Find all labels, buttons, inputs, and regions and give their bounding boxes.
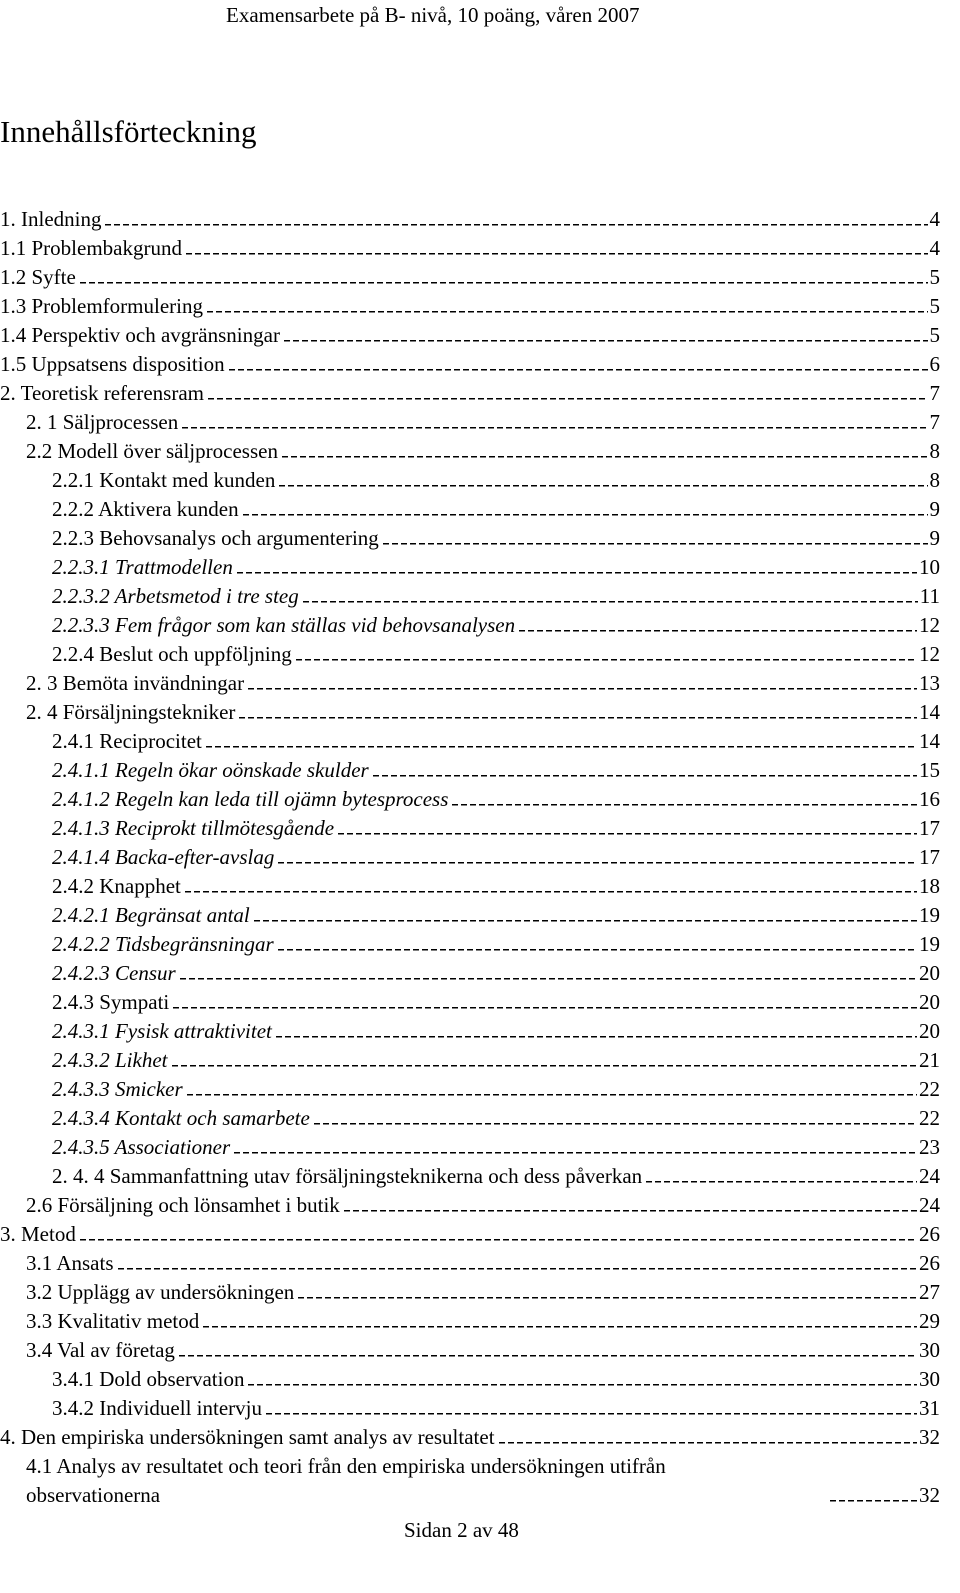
toc-entry-page-number: 27 <box>919 1280 940 1304</box>
toc-entry[interactable] <box>0 1367 940 1396</box>
toc-entry-page-number: 11 <box>919 584 940 608</box>
toc-entry-label: 2. Teoretisk referensram <box>0 381 204 405</box>
toc-entry-label: 2.2.4 Beslut och uppföljning <box>52 642 292 666</box>
toc-entry-label: 2.2 Modell över säljprocessen <box>26 439 278 463</box>
toc-entry-label: 1.4 Perspektiv och avgränsningar <box>0 323 280 347</box>
toc-entry[interactable] <box>0 323 940 352</box>
toc-entry[interactable] <box>0 990 940 1019</box>
toc-entry[interactable] <box>0 787 940 816</box>
toc-entry-label: 2.2.1 Kontakt med kunden <box>52 468 276 492</box>
toc-entry-label: 3.4.1 Dold observation <box>52 1367 245 1391</box>
toc-dot-leader <box>284 328 928 348</box>
toc-entry-page-number: 26 <box>919 1251 940 1275</box>
toc-dot-leader <box>206 734 917 754</box>
toc-entry-page-number: 20 <box>919 990 940 1014</box>
toc-entry[interactable] <box>0 555 940 584</box>
toc-dot-leader <box>830 1488 917 1508</box>
toc-entry-label: 2.4.1.4 Backa-efter-avslag <box>52 845 275 869</box>
toc-entry-page-number: 30 <box>919 1338 940 1362</box>
toc-entry-page-number: 17 <box>919 845 940 869</box>
toc-entry[interactable] <box>0 758 940 787</box>
toc-dot-leader <box>296 647 917 667</box>
toc-entry-page-number: 18 <box>919 874 940 898</box>
toc-entry-label: 3.4 Val av företag <box>26 1338 175 1362</box>
toc-dot-leader <box>208 386 928 406</box>
toc-dot-leader <box>80 1227 917 1247</box>
toc-entry-label: 3.2 Upplägg av undersökningen <box>26 1280 295 1304</box>
toc-dot-leader <box>105 212 927 232</box>
toc-entry-page-number: 5 <box>929 265 940 289</box>
toc-dot-leader <box>180 966 917 986</box>
toc-entry-page-number: 5 <box>929 294 940 318</box>
toc-dot-leader <box>203 1314 917 1334</box>
toc-entry-label: 3.3 Kvalitativ metod <box>26 1309 200 1333</box>
toc-entry-page-number: 5 <box>929 323 940 347</box>
toc-dot-leader <box>278 850 917 870</box>
toc-entry[interactable] <box>0 1425 940 1454</box>
toc-entry-page-number: 24 <box>919 1193 940 1217</box>
toc-entry-page-number: 22 <box>919 1077 940 1101</box>
toc-entry-page-number: 19 <box>919 903 940 927</box>
toc-dot-leader <box>243 502 928 522</box>
toc-entry[interactable] <box>0 497 940 526</box>
toc-entry[interactable] <box>0 236 940 265</box>
footer-total-pages: 48 <box>497 1518 519 1542</box>
toc-dot-leader <box>646 1169 917 1189</box>
toc-entry-label: 1.3 Problemformulering <box>0 294 203 318</box>
page-header: Examensarbete på B- nivå, 10 poäng, våren 2007 <box>226 3 640 27</box>
toc-entry-page-number: 16 <box>919 787 940 811</box>
table-of-contents <box>0 207 940 1512</box>
toc-entry-page-number: 20 <box>919 961 940 985</box>
toc-entry-page-number: 15 <box>919 758 940 782</box>
toc-dot-leader <box>278 937 917 957</box>
toc-dot-leader <box>229 357 928 377</box>
toc-entry[interactable] <box>0 932 940 961</box>
toc-entry-page-number: 29 <box>919 1309 940 1333</box>
toc-dot-leader <box>254 908 917 928</box>
toc-entry-page-number: 31 <box>919 1396 940 1420</box>
toc-entry[interactable] <box>0 439 940 468</box>
toc-dot-leader <box>452 792 917 812</box>
toc-entry-label: 2.4.3.1 Fysisk attraktivitet <box>52 1019 272 1043</box>
toc-dot-leader <box>179 1343 917 1363</box>
toc-entry[interactable] <box>0 410 940 439</box>
toc-dot-leader <box>248 676 917 696</box>
toc-entry-page-number: 14 <box>919 700 940 724</box>
toc-dot-leader <box>118 1256 917 1276</box>
toc-dot-leader <box>173 995 917 1015</box>
toc-entry-page-number: 9 <box>929 497 940 521</box>
toc-dot-leader <box>266 1401 917 1421</box>
toc-entry-label: 2. 3 Bemöta invändningar <box>26 671 245 695</box>
toc-entry-label: 2.4.1 Reciprocitet <box>52 729 202 753</box>
toc-entry-label: 1. Inledning <box>0 207 102 231</box>
toc-entry-page-number: 12 <box>919 642 940 666</box>
toc-entry[interactable] <box>0 1164 940 1193</box>
toc-dot-leader <box>383 531 928 551</box>
toc-entry-page-number: 7 <box>929 381 940 405</box>
toc-entry[interactable] <box>0 1019 940 1048</box>
toc-heading: Innehållsförteckning <box>0 114 257 149</box>
toc-entry-label: 2.4.1.1 Regeln ökar oönskade skulder <box>52 758 369 782</box>
toc-entry-label: 3. Metod <box>0 1222 76 1246</box>
toc-entry[interactable] <box>0 1280 940 1309</box>
toc-dot-leader <box>248 1372 917 1392</box>
toc-entry-page-number: 7 <box>929 410 940 434</box>
toc-entry[interactable] <box>0 294 940 323</box>
toc-entry-page-number: 17 <box>919 816 940 840</box>
toc-entry[interactable] <box>0 903 940 932</box>
toc-entry-page-number: 8 <box>929 468 940 492</box>
toc-entry-label: 3.1 Ansats <box>26 1251 114 1275</box>
toc-dot-leader <box>185 879 917 899</box>
page-number-footer <box>404 1515 519 1545</box>
toc-dot-leader <box>234 1140 917 1160</box>
toc-entry-label: 2.6 Försäljning och lönsamhet i butik <box>26 1193 340 1217</box>
toc-entry-label: 2. 4 Försäljningstekniker <box>26 700 236 724</box>
toc-dot-leader <box>298 1285 917 1305</box>
toc-entry-page-number: 20 <box>919 1019 940 1043</box>
toc-entry-label: 1.5 Uppsatsens disposition <box>0 352 225 376</box>
toc-dot-leader <box>80 270 928 290</box>
toc-entry-label: 2.4.3.5 Associationer <box>52 1135 231 1159</box>
toc-dot-leader <box>187 1082 917 1102</box>
toc-entry[interactable] <box>0 265 940 294</box>
toc-entry-page-number: 26 <box>919 1222 940 1246</box>
toc-entry-label: 2.4.3.3 Smicker <box>52 1077 183 1101</box>
toc-entry-label: 1.1 Problembakgrund <box>0 236 182 260</box>
toc-entry-label: 2.2.3.2 Arbetsmetod i tre steg <box>52 584 299 608</box>
toc-entry-label: 4. Den empiriska undersökningen samt analys av resultatet <box>0 1425 495 1449</box>
toc-entry-label: 1.2 Syfte <box>0 265 76 289</box>
toc-entry[interactable] <box>0 874 940 903</box>
toc-entry[interactable] <box>0 642 940 671</box>
toc-entry[interactable] <box>0 468 940 497</box>
toc-dot-leader <box>276 1024 917 1044</box>
toc-entry-label: 2.4.2.2 Tidsbegränsningar <box>52 932 274 956</box>
toc-entry[interactable] <box>0 1222 940 1251</box>
toc-dot-leader <box>373 763 917 783</box>
toc-entry-label: 2.4.1.2 Regeln kan leda till ojämn bytesprocess <box>52 787 449 811</box>
toc-dot-leader <box>344 1198 917 1218</box>
toc-entry-label: 2. 4. 4 Sammanfattning utav försäljningsteknikerna och dess påverkan <box>52 1164 643 1188</box>
toc-entry-label-line2: observationerna <box>26 1483 161 1507</box>
toc-entry-label: 2.2.3 Behovsanalys och argumentering <box>52 526 379 550</box>
toc-entry-page-number: 14 <box>919 729 940 753</box>
toc-entry-label: 2.2.2 Aktivera kunden <box>52 497 239 521</box>
toc-entry[interactable] <box>0 1396 940 1425</box>
toc-entry-page-number: 4 <box>929 236 940 260</box>
toc-entry[interactable] <box>0 1454 940 1512</box>
toc-dot-leader <box>519 618 917 638</box>
toc-entry-label-line1: 4.1 Analys av resultatet och teori från den empiriska undersökningen utifrån <box>26 1454 666 1478</box>
toc-entry[interactable] <box>0 671 940 700</box>
toc-entry[interactable] <box>0 961 940 990</box>
toc-entry-page-number: 22 <box>919 1106 940 1130</box>
toc-entry[interactable] <box>0 584 940 613</box>
toc-entry[interactable] <box>0 207 940 236</box>
toc-entry-page-number: 32 <box>919 1425 940 1449</box>
toc-entry[interactable] <box>0 729 940 758</box>
toc-entry[interactable] <box>0 381 940 410</box>
toc-entry[interactable] <box>0 1135 940 1164</box>
toc-entry-label: 2.4.3 Sympati <box>52 990 170 1014</box>
toc-entry-label: 2. 1 Säljprocessen <box>26 410 179 434</box>
toc-entry[interactable] <box>0 1338 940 1367</box>
toc-dot-leader <box>182 415 927 435</box>
toc-entry-label: 2.4.2 Knapphet <box>52 874 181 898</box>
toc-entry-label: 2.4.3.4 Kontakt och samarbete <box>52 1106 310 1130</box>
toc-entry[interactable] <box>0 1193 940 1222</box>
toc-entry[interactable] <box>0 1048 940 1077</box>
toc-entry-page-number: 12 <box>919 613 940 637</box>
footer-prefix: Sidan <box>404 1518 452 1542</box>
toc-entry-page-number: 32 <box>919 1483 940 1507</box>
toc-entry[interactable] <box>0 352 940 381</box>
toc-entry[interactable] <box>0 816 940 845</box>
toc-dot-leader <box>499 1430 917 1450</box>
toc-entry-page-number: 6 <box>929 352 940 376</box>
toc-dot-leader <box>207 299 928 319</box>
toc-entry-page-number: 21 <box>919 1048 940 1072</box>
toc-entry-page-number: 4 <box>929 207 940 231</box>
toc-dot-leader <box>338 821 917 841</box>
toc-entry[interactable] <box>0 1077 940 1106</box>
toc-entry-page-number: 8 <box>929 439 940 463</box>
toc-entry[interactable] <box>0 700 940 729</box>
toc-entry[interactable] <box>0 1106 940 1135</box>
toc-dot-leader <box>237 560 917 580</box>
toc-entry-label: 2.2.3.1 Trattmodellen <box>52 555 233 579</box>
toc-dot-leader <box>282 444 928 464</box>
toc-entry[interactable] <box>0 1251 940 1280</box>
toc-entry-page-number: 23 <box>919 1135 940 1159</box>
toc-entry-page-number: 13 <box>919 671 940 695</box>
toc-entry-label: 3.4.2 Individuell intervju <box>52 1396 262 1420</box>
toc-dot-leader <box>314 1111 917 1131</box>
toc-entry-page-number: 30 <box>919 1367 940 1391</box>
toc-dot-leader <box>172 1053 918 1073</box>
footer-middle: av <box>472 1518 493 1542</box>
toc-entry-label: 2.4.2.1 Begränsat antal <box>52 903 250 927</box>
toc-entry[interactable] <box>0 845 940 874</box>
toc-entry-label: 2.2.3.3 Fem frågor som kan ställas vid behovsanalysen <box>52 613 516 637</box>
toc-entry-page-number: 9 <box>929 526 940 550</box>
toc-entry-page-number: 19 <box>919 932 940 956</box>
toc-entry-page-number: 24 <box>919 1164 940 1188</box>
toc-entry-label: 2.4.1.3 Reciprokt tillmötesgående <box>52 816 335 840</box>
toc-entry[interactable] <box>0 1309 940 1338</box>
toc-entry[interactable] <box>0 613 940 642</box>
toc-entry[interactable] <box>0 526 940 555</box>
footer-current-page: 2 <box>457 1518 468 1542</box>
toc-entry-page-number: 10 <box>919 555 940 579</box>
toc-dot-leader <box>279 473 927 493</box>
toc-entry-label: 2.4.2.3 Censur <box>52 961 176 985</box>
toc-dot-leader <box>239 705 917 725</box>
toc-dot-leader <box>303 589 918 609</box>
toc-entry-label: 2.4.3.2 Likhet <box>52 1048 168 1072</box>
toc-dot-leader <box>186 241 928 261</box>
